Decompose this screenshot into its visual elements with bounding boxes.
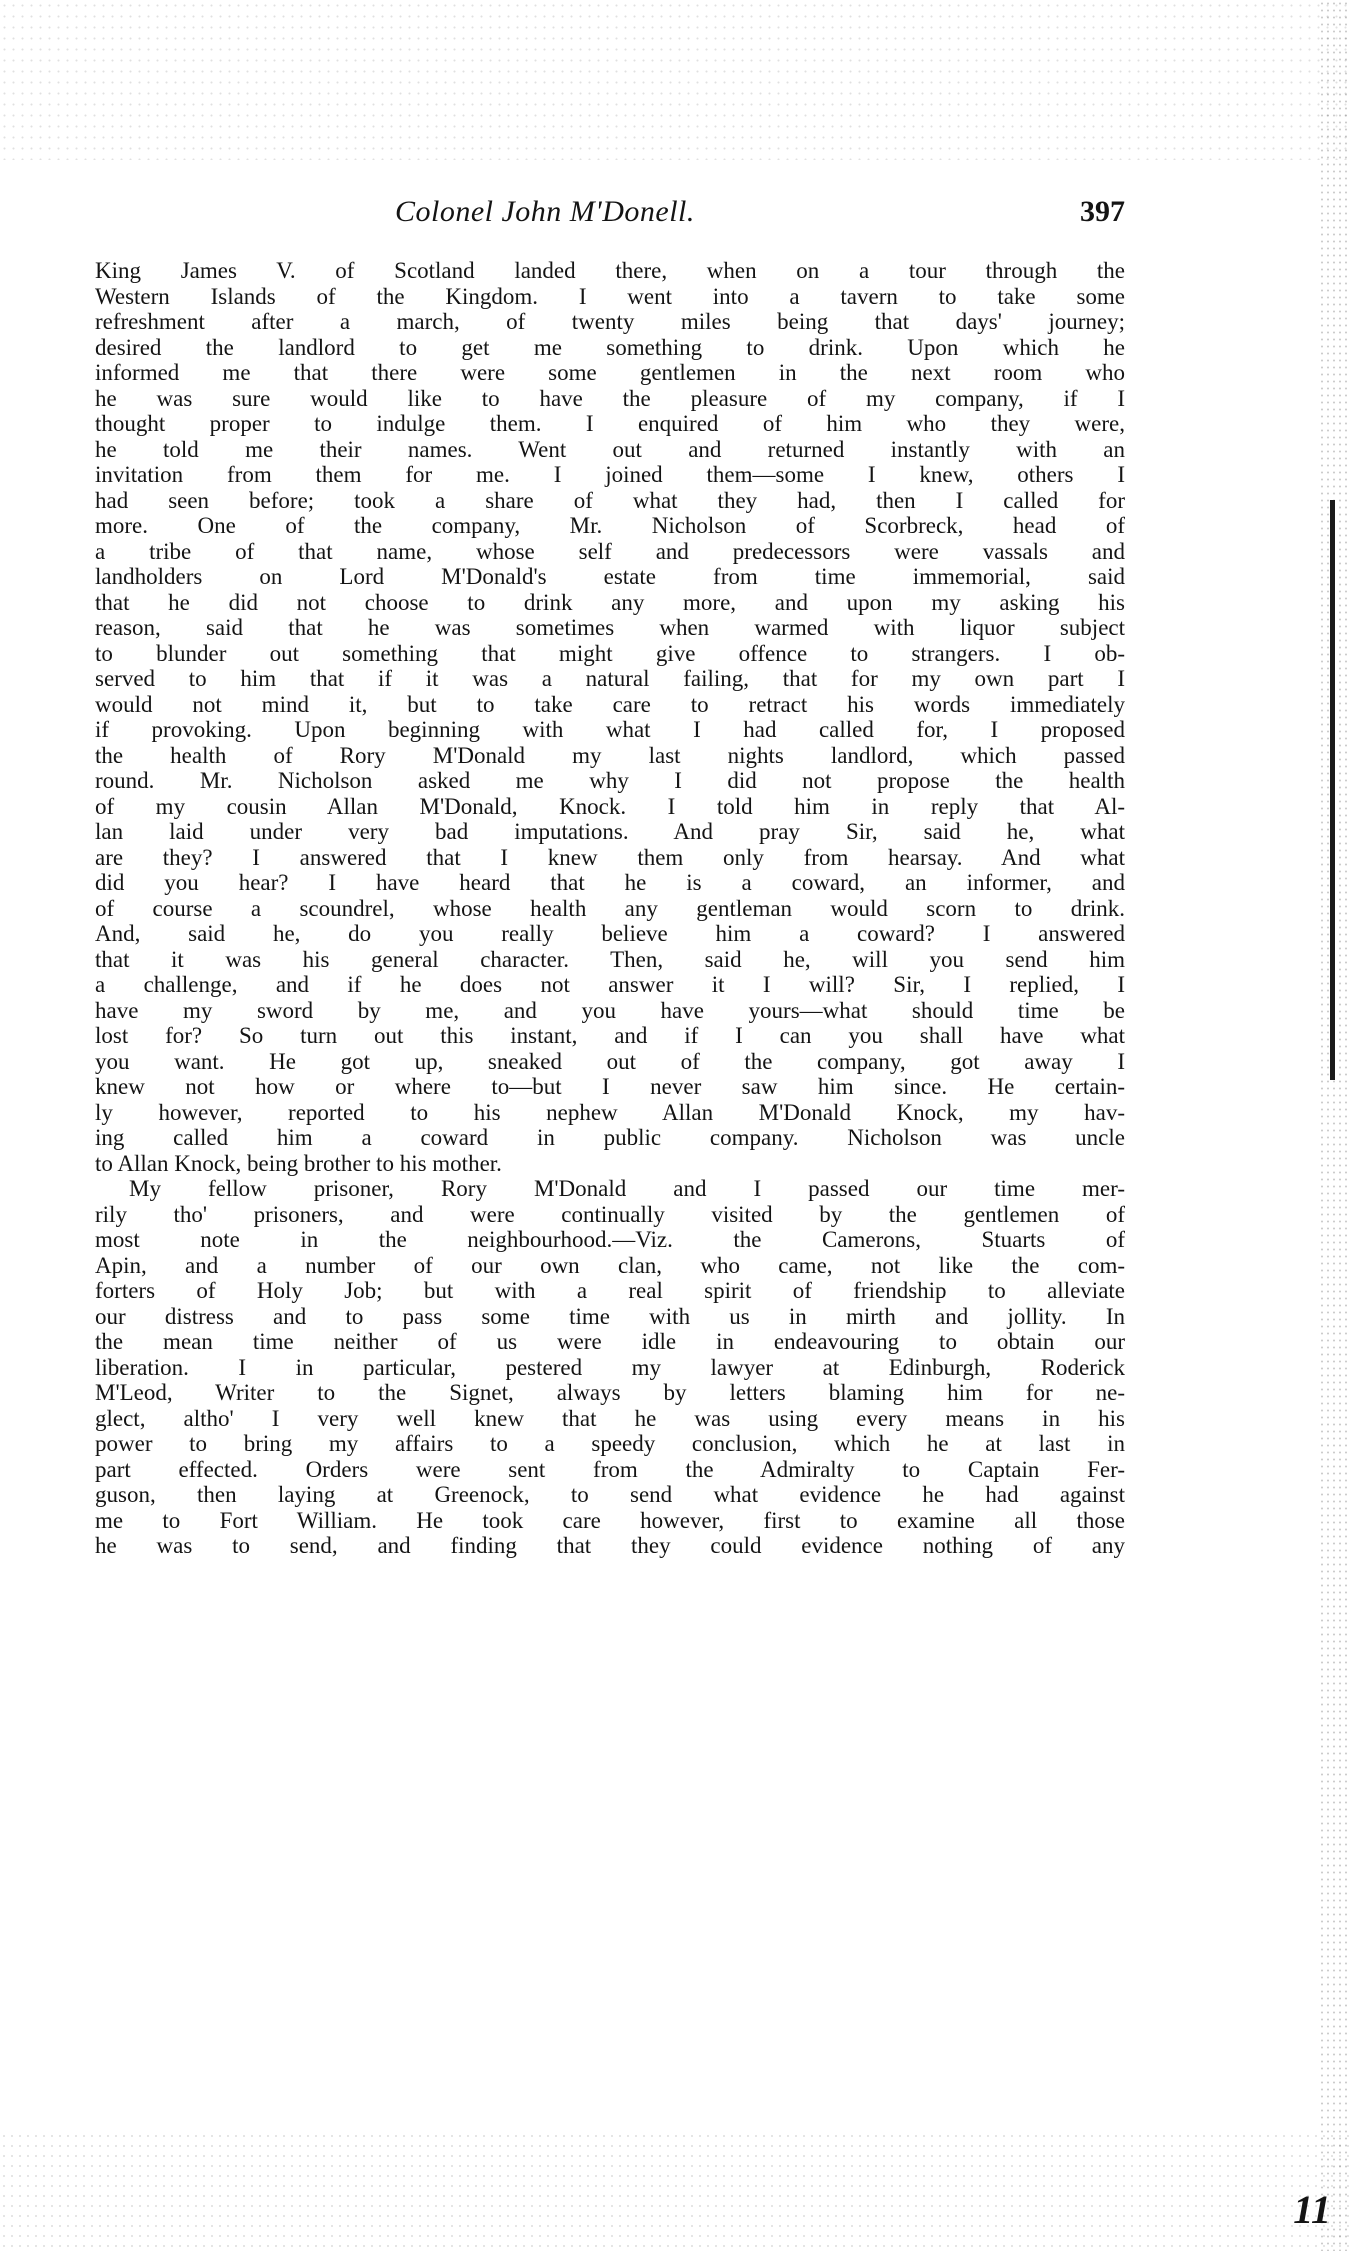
text-line: he was sure would like to have the pleasure of my company, if I	[95, 385, 1125, 411]
paragraph-first-line: My fellow prisoner, Rory M'Donald and I passed our time mer-	[129, 1176, 1125, 1201]
body-text	[95, 258, 1125, 1559]
text-line: refreshment after a march, of twenty miles being that days' journey;	[95, 309, 1125, 334]
text-line: would not mind it, but to take care to retract his words immediately	[95, 691, 1125, 717]
text-line: the mean time neither of us were idle in endeavouring to obtain our	[95, 1329, 1125, 1354]
text-line: informed me that there were some gentlemen in the next room who	[95, 360, 1125, 385]
text-line: knew not how or where to—but I never saw him since. He certain-	[95, 1074, 1125, 1099]
text-line: lost for? So turn out this instant, and if I can you shall have what	[95, 1023, 1125, 1048]
text-line: you want. He got up, sneaked out of the company, got away I	[95, 1048, 1125, 1074]
text-line: of course a scoundrel, whose health any gentleman would scorn to drink.	[95, 895, 1125, 921]
text-line: have my sword by me, and you have yours—what should time be	[95, 997, 1125, 1023]
scan-noise-top	[0, 0, 1349, 160]
corner-mark: 11	[1293, 2187, 1331, 2232]
text-line: are they? I answered that I knew them only from hearsay. And what	[95, 844, 1125, 870]
text-line: the health of Rory M'Donald my last nights landlord, which passed	[95, 742, 1125, 768]
text-line: most note in the neighbourhood.—Viz. the Camerons, Stuarts of	[95, 1227, 1125, 1252]
text-line: of my cousin Allan M'Donald, Knock. I told him in reply that Al-	[95, 793, 1125, 819]
text-line: rily tho' prisoners, and were continually visited by the gentlemen of	[95, 1201, 1125, 1227]
text-line: he told me their names. Went out and returned instantly with an	[95, 436, 1125, 462]
text-line: desired the landlord to get me something to drink. Upon which he	[95, 334, 1125, 360]
scan-noise-right	[1319, 0, 1349, 2251]
text-line: power to bring my affairs to a speedy conclusion, which he at last in	[95, 1431, 1125, 1456]
running-title: Colonel John M'Donell.	[395, 195, 695, 228]
text-line: a tribe of that name, whose self and predecessors were vassals and	[95, 538, 1125, 564]
text-line: ing called him a coward in public company. Nicholson was uncle	[95, 1125, 1125, 1150]
text-line: he was to send, and finding that they could evidence nothing of any	[95, 1533, 1125, 1558]
text-line: that it was his general character. Then, said he, will you send him	[95, 946, 1125, 972]
text-line: lan laid under very bad imputations. And pray Sir, said he, what	[95, 819, 1125, 844]
text-line: landholders on Lord M'Donald's estate from time immemorial, said	[95, 564, 1125, 589]
text-line: me to Fort William. He took care however, first to examine all those	[95, 1507, 1125, 1533]
text-line: more. One of the company, Mr. Nicholson of Scorbreck, head of	[95, 513, 1125, 538]
text-line: a challenge, and if he does not answer it I will? Sir, I replied, I	[95, 972, 1125, 997]
margin-rule	[1330, 500, 1335, 1080]
text-line: to blunder out something that might give offence to strangers. I ob-	[95, 640, 1125, 666]
text-line: guson, then laying at Greenock, to send what evidence he had against	[95, 1482, 1125, 1507]
text-line: And, said he, do you really believe him a coward? I answered	[95, 921, 1125, 946]
text-line: invitation from them for me. I joined them—some I knew, others I	[95, 462, 1125, 487]
text-line: part effected. Orders were sent from the Admiralty to Captain Fer-	[95, 1456, 1125, 1482]
text-line: reason, said that he was sometimes when warmed with liquor subject	[95, 615, 1125, 640]
text-line: forters of Holy Job; but with a real spirit of friendship to alleviate	[95, 1278, 1125, 1303]
text-line: if provoking. Upon beginning with what I had called for, I proposed	[95, 717, 1125, 742]
page-number: 397	[1080, 195, 1125, 228]
text-line: thought proper to indulge them. I enquired of him who they were,	[95, 411, 1125, 436]
text-line: did you hear? I have heard that he is a coward, an informer, and	[95, 870, 1125, 895]
text-line: liberation. I in particular, pestered my lawyer at Edinburgh, Roderick	[95, 1354, 1125, 1380]
text-line: King James V. of Scotland landed there, when on a tour through the	[95, 258, 1125, 283]
text-line: had seen before; took a share of what they had, then I called for	[95, 487, 1125, 513]
text-line: glect, altho' I very well knew that he was using every means in his	[95, 1405, 1125, 1431]
text-line: that he did not choose to drink any more, and upon my asking his	[95, 589, 1125, 615]
text-line: M'Leod, Writer to the Signet, always by letters blaming him for ne-	[95, 1380, 1125, 1405]
text-line: Western Islands of the Kingdom. I went into a tavern to take some	[95, 283, 1125, 309]
page-header	[95, 195, 1125, 239]
text-line: Apin, and a number of our own clan, who came, not like the com-	[95, 1252, 1125, 1278]
text-line: our distress and to pass some time with us in mirth and jollity. In	[95, 1303, 1125, 1329]
text-line: served to him that if it was a natural failing, that for my own part I	[95, 666, 1125, 691]
scan-noise-bottom	[0, 2131, 1349, 2251]
paragraph-last-line: to Allan Knock, being brother to his mother.	[95, 1150, 502, 1176]
text-line: round. Mr. Nicholson asked me why I did not propose the health	[95, 768, 1125, 793]
text-line: ly however, reported to his nephew Allan M'Donald Knock, my hav-	[95, 1099, 1125, 1125]
